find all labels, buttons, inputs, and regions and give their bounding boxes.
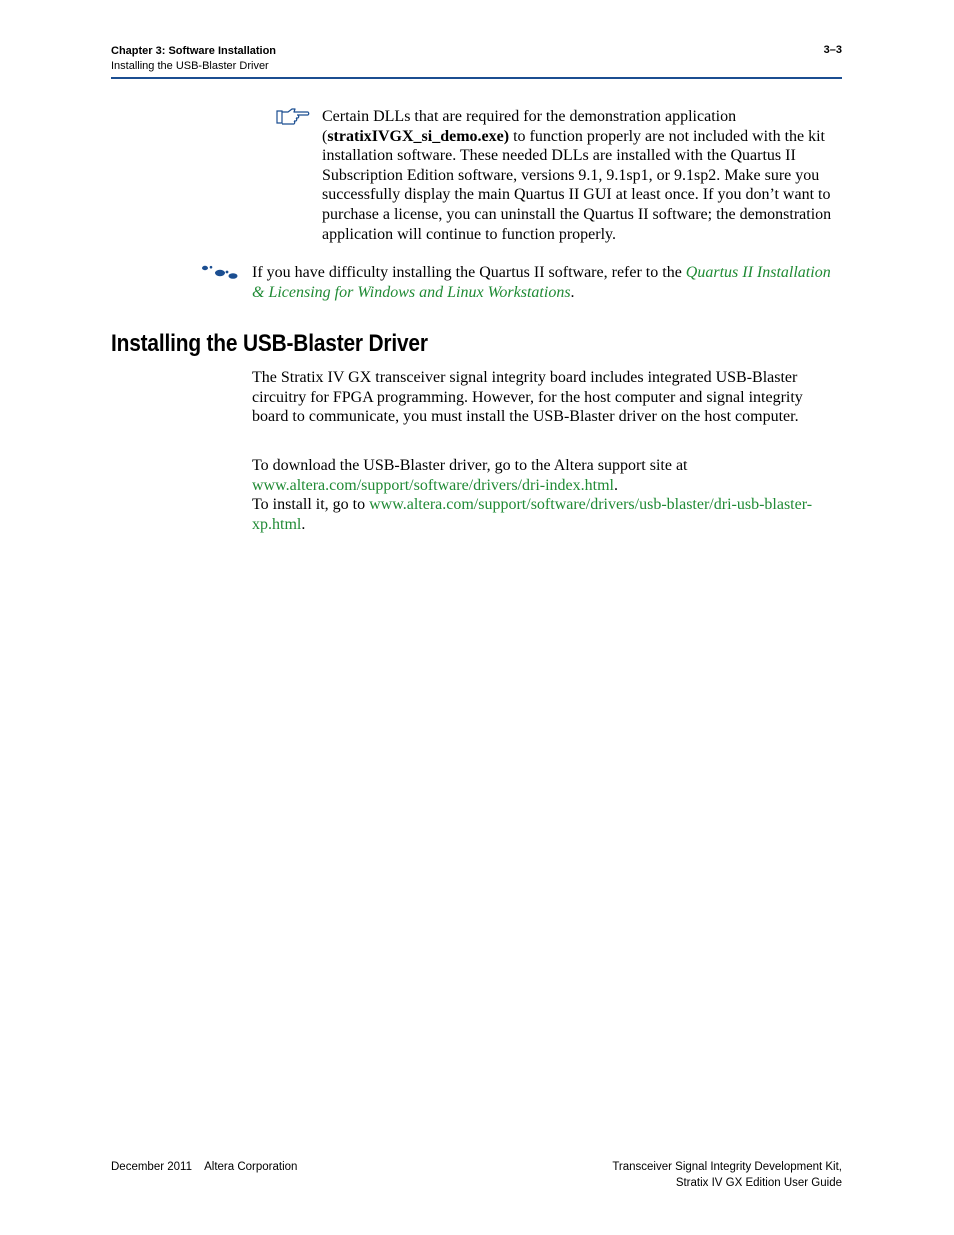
header-rule: [111, 77, 842, 79]
usb-blaster-install-link[interactable]: www.altera.com/support/software/drivers/usb-blaster/dri-usb-blaster-xp.html: [252, 496, 813, 533]
note-text-start: Certain DLLs that are required for the demonstration application (: [322, 108, 737, 145]
footer-document-title: [612, 1159, 842, 1191]
quartus-licensing-link[interactable]: Quartus II Installation & Licensing for Windows and Linux Workstations: [252, 264, 831, 301]
reference-text-start: If you have difficulty installing the Quartus II software, refer to the: [252, 264, 686, 281]
note-paragraph: [322, 107, 842, 244]
reference-paragraph: [252, 263, 842, 302]
download-end: .: [613, 476, 618, 494]
footer-title-line-2: Stratix IV GX Edition User Guide: [675, 1177, 842, 1189]
footer-title-line-1: Transceiver Signal Integrity Development Kit,: [612, 1161, 842, 1173]
note-text-end: to function properly are not included with the kit installation software. These needed DLLs are installed with the Quartus II Subscription Edition software, versions 9.1, 9.1sp1, or 9.1sp2. Make sure you successfully display the main Quartus II GUI at least once. If you don’t want to purchase a license, you can uninstall the Quartus II software; the demonstration application will continue to function properly.: [322, 127, 832, 243]
install-end: .: [301, 515, 306, 533]
page-number: 3–3: [823, 44, 842, 56]
driver-download-paragraph: [252, 456, 842, 534]
pointing-hand-icon: [276, 108, 310, 126]
driver-index-link[interactable]: www.altera.com/support/software/drivers/dri-index.html: [252, 476, 614, 494]
reference-text-end: .: [570, 283, 575, 301]
running-header-chapter: Chapter 3: Software Installation: [111, 45, 277, 57]
section-heading: Installing the USB-Blaster Driver: [111, 330, 428, 357]
download-text: To download the USB-Blaster driver, go to the Altera support site at: [252, 457, 688, 474]
footer-date-company-text: December 2011 Altera Corporation: [111, 1161, 298, 1173]
board-description-paragraph: The Stratix IV GX transceiver signal integrity board includes integrated USB-Blaster circuitry for FPGA programming. However, for the host computer and signal integrity board to communicate, you must install the USB-Blaster driver on the host computer.: [252, 369, 803, 426]
footprints-icon: [200, 264, 240, 280]
install-text: To install it, go to: [252, 496, 370, 514]
running-header-section: Installing the USB-Blaster Driver: [111, 60, 269, 72]
demo-filename: stratixIVGX_si_demo.exe): [327, 127, 510, 145]
footer-date-company: [111, 1159, 297, 1175]
